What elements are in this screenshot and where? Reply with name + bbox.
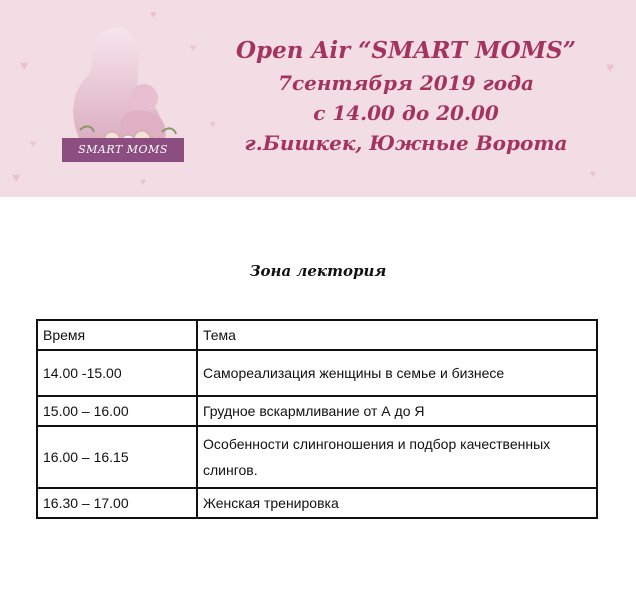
row-topic: Грудное вскармливание от А до Я — [197, 396, 597, 426]
logo-ribbon: SMART MOMS — [62, 138, 184, 162]
heart-icon: ♥ — [606, 59, 615, 75]
header-topic: Тема — [197, 320, 597, 350]
row-topic: Особенности слингоношения и подбор качественных слингов. — [197, 426, 597, 488]
table-row — [37, 488, 597, 518]
heart-icon: ♥ — [590, 169, 596, 180]
row-topic: Самореализация женщины в семье и бизнесе — [197, 350, 597, 396]
table-row — [37, 426, 597, 488]
table-row — [37, 396, 597, 426]
heart-icon: ♥ — [20, 57, 29, 73]
event-banner — [0, 0, 636, 197]
event-time: с 14.00 до 20.00 — [313, 101, 499, 125]
heart-icon: ♥ — [210, 119, 216, 129]
heart-icon: ♥ — [140, 177, 146, 188]
event-title: Open Air “SMART MOMS” — [236, 37, 576, 64]
mother-child-silhouette-icon — [40, 20, 200, 190]
heart-icon: ♥ — [150, 9, 157, 21]
event-info — [196, 34, 616, 158]
event-date: 7сентября 2019 года — [278, 71, 534, 95]
row-time: 16.00 – 16.15 — [37, 426, 197, 488]
row-time: 14.00 -15.00 — [37, 350, 197, 396]
header-time: Время — [37, 320, 197, 350]
heart-icon: ♥ — [12, 169, 21, 185]
heart-icon: ♥ — [30, 139, 36, 150]
section-title: Зона лектория — [249, 262, 387, 280]
event-location: г.Бишкек, Южные Ворота — [244, 131, 568, 155]
row-time: 16.30 – 17.00 — [37, 488, 197, 518]
table-row — [37, 350, 597, 396]
row-time: 15.00 – 16.00 — [37, 396, 197, 426]
smart-moms-logo — [40, 20, 200, 190]
row-topic: Женская тренировка — [197, 488, 597, 518]
table-header-row — [37, 320, 597, 350]
lecture-schedule-table — [36, 319, 598, 519]
heart-icon: ♥ — [190, 43, 196, 54]
